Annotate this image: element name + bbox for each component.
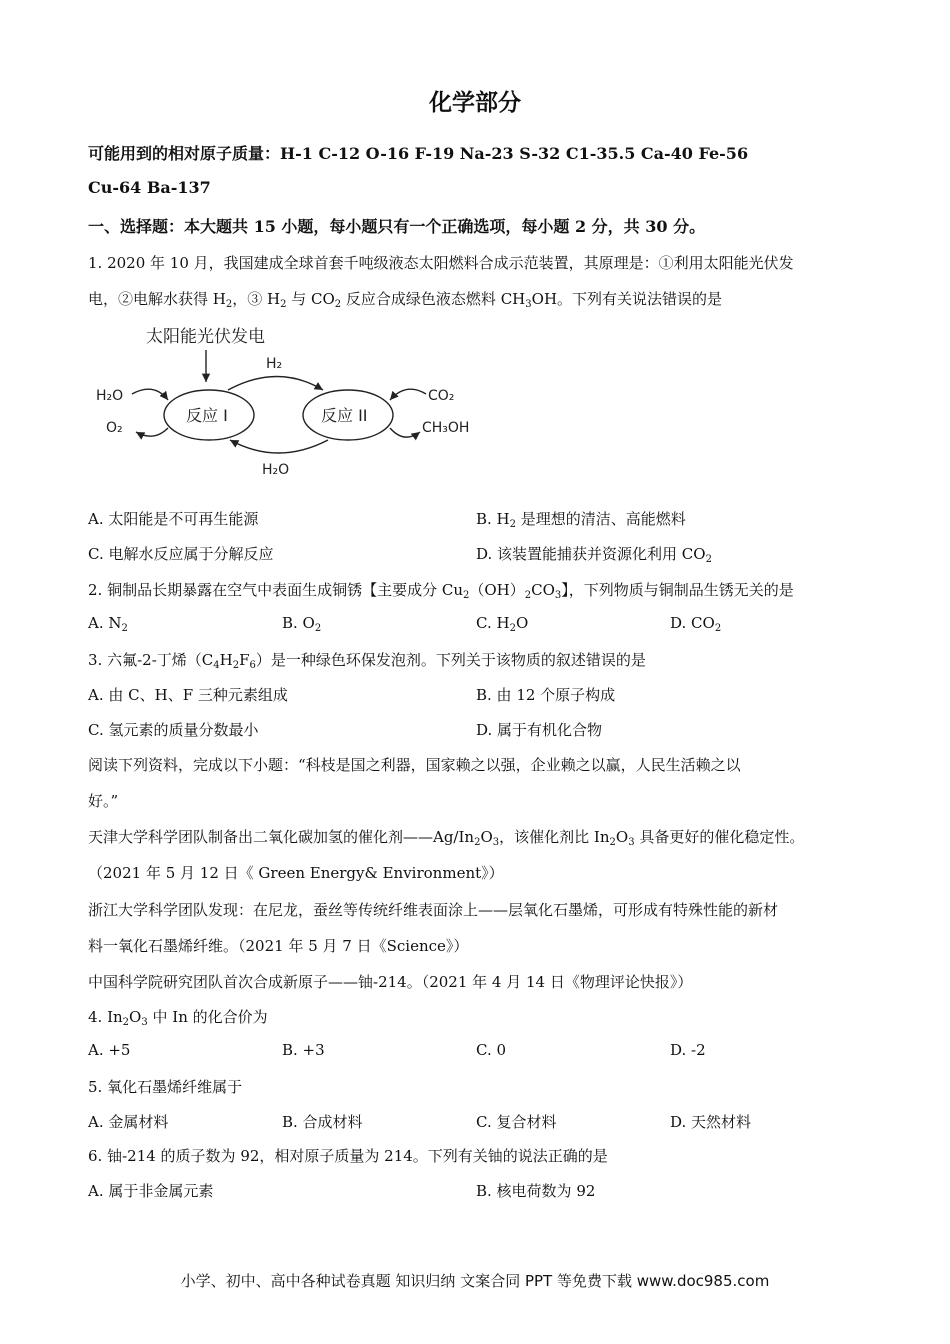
reaction-diagram bbox=[88, 318, 488, 488]
q2-stem: 2. 铜制品长期暴露在空气中表面生成铜锈【主要成分 $Cu_2(OH)_2CO_3$】，下列物质与铜制品生锈无关的是 bbox=[88, 581, 794, 601]
page-footer: 小学、初中、高中各种试卷真题 知识归纳 文案合同 PPT 等免费下载 www.doc985.com bbox=[180, 1272, 770, 1290]
h2o-in-label: H₂O bbox=[96, 388, 124, 404]
reading-line4: （2021 年 5 月 12 日《 Green Energy& Environment》） bbox=[88, 864, 504, 882]
q5-option-b: B. 合成材料 bbox=[282, 1113, 363, 1131]
o2-out-label: O₂ bbox=[106, 420, 123, 436]
q6-option-a: A. 属于非金属元素 bbox=[88, 1182, 214, 1200]
q5-option-d: D. 天然材料 bbox=[670, 1113, 752, 1131]
atomic-masses-line1: 可能用到的相对原子质量：H-1 C-12 O-16 F-19 Na-23 S-32 C1-35.5 Ca-40 Fe-56 bbox=[88, 144, 749, 163]
q1-stem-line1: 1. 2020 年 10 月，我国建成全球首套千吨级液态太阳燃料合成示范装置，其原理是：①利用太阳能光伏发 bbox=[88, 254, 794, 272]
co2-in-label: CO₂ bbox=[428, 388, 455, 404]
q2-option-b: B. $O_2$ bbox=[282, 614, 322, 634]
q2-option-a: A. $N_2$ bbox=[88, 614, 128, 634]
reading-line5: 浙江大学科学团队发现：在尼龙，蚕丝等传统纤维表面涂上——层氧化石墨烯，可形成有特殊性能的新材 bbox=[88, 901, 779, 919]
q4-option-b: B. +3 bbox=[282, 1041, 325, 1059]
h2o-bottom-label: H₂O bbox=[262, 462, 290, 478]
q1-option-c: C. 电解水反应属于分解反应 bbox=[88, 545, 274, 563]
q4-option-c: C. 0 bbox=[476, 1041, 507, 1059]
h2-arrow bbox=[228, 377, 323, 391]
ch3oh-out-label: CH₃OH bbox=[422, 420, 470, 436]
reading-line2: 好。” bbox=[88, 792, 119, 810]
q4-option-d: D. -2 bbox=[670, 1041, 706, 1059]
q3-option-b: B. 由 12 个原子构成 bbox=[476, 686, 616, 704]
solar-pv-label: 太阳能光伏发电 bbox=[146, 327, 265, 347]
reaction1-label: 反应 I bbox=[186, 406, 228, 425]
q4-option-a: A. +5 bbox=[88, 1041, 131, 1059]
co2-in-arrow bbox=[390, 389, 426, 400]
q1-option-b: B. $H_2$ 是理想的清洁、高能燃料 bbox=[476, 510, 686, 530]
q5-option-a: A. 金属材料 bbox=[88, 1113, 169, 1131]
q3-stem: 3. 六氟-2-丁烯$(C_4H_2F_6)$是一种绿色环保发泡剂。下列关于该物质的叙述错误的是 bbox=[88, 651, 646, 671]
q3-option-c: C. 氢元素的质量分数最小 bbox=[88, 721, 259, 739]
h2-label: H₂ bbox=[266, 356, 283, 372]
h2o-return-arrow bbox=[230, 440, 328, 453]
reading-line6: 料一氧化石墨烯纤维。（2021 年 5 月 7 日《Science》） bbox=[88, 937, 469, 955]
q5-stem: 5. 氧化石墨烯纤维属于 bbox=[88, 1078, 243, 1096]
ch3oh-out-arrow bbox=[390, 428, 420, 437]
h2o-in-arrow bbox=[132, 389, 168, 400]
q1-option-d: D. 该装置能捕获并资源化利用 $CO_2$ bbox=[476, 545, 712, 565]
q2-option-c: C. $H_2O$ bbox=[476, 614, 529, 634]
q6-stem: 6. 铀-214 的质子数为 92，相对原子质量为 214。下列有关铀的说法正确的是 bbox=[88, 1147, 608, 1165]
q6-option-b: B. 核电荷数为 92 bbox=[476, 1182, 596, 1200]
q1-stem-line2: 电，②电解水获得 $H_2$，③ $H_2$ 与 $CO_2$ 反应合成绿色液态燃料 $CH_3OH$。下列有关说法错误的是 bbox=[88, 290, 723, 310]
q3-option-a: A. 由 C、H、F 三种元素组成 bbox=[88, 686, 288, 704]
q5-option-c: C. 复合材料 bbox=[476, 1113, 557, 1131]
q2-option-d: D. $CO_2$ bbox=[670, 614, 722, 634]
q3-option-d: D. 属于有机化合物 bbox=[476, 721, 603, 739]
o2-out-arrow bbox=[136, 428, 168, 436]
reaction2-label: 反应 II bbox=[321, 406, 368, 425]
q1-option-a: A. 太阳能是不可再生能源 bbox=[88, 510, 259, 528]
reading-line7: 中国科学院研究团队首次合成新原子——铀-214。（2021 年 4 月 14 日《物理评论快报》） bbox=[88, 973, 693, 991]
q4-stem: 4. $In_2O_3$ 中 In 的化合价为 bbox=[88, 1008, 268, 1028]
reading-line3: 天津大学科学团队制备出二氧化碳加氢的催化剂$——Ag/In_2O_3$，该催化剂比 $In_2O_3$ 具备更好的催化稳定性。 bbox=[88, 828, 805, 848]
page-title: 化学部分 bbox=[429, 90, 521, 116]
atomic-masses-line2: Cu-64 Ba-137 bbox=[88, 178, 211, 197]
reading-line1: 阅读下列资料，完成以下小题：“科枝是国之利器，国家赖之以强，企业赖之以赢，人民生活赖之以 bbox=[88, 756, 741, 774]
section-heading: 一、选择题：本大题共 15 小题，每小题只有一个正确选项，每小题 2 分，共 30 分。 bbox=[88, 217, 706, 236]
